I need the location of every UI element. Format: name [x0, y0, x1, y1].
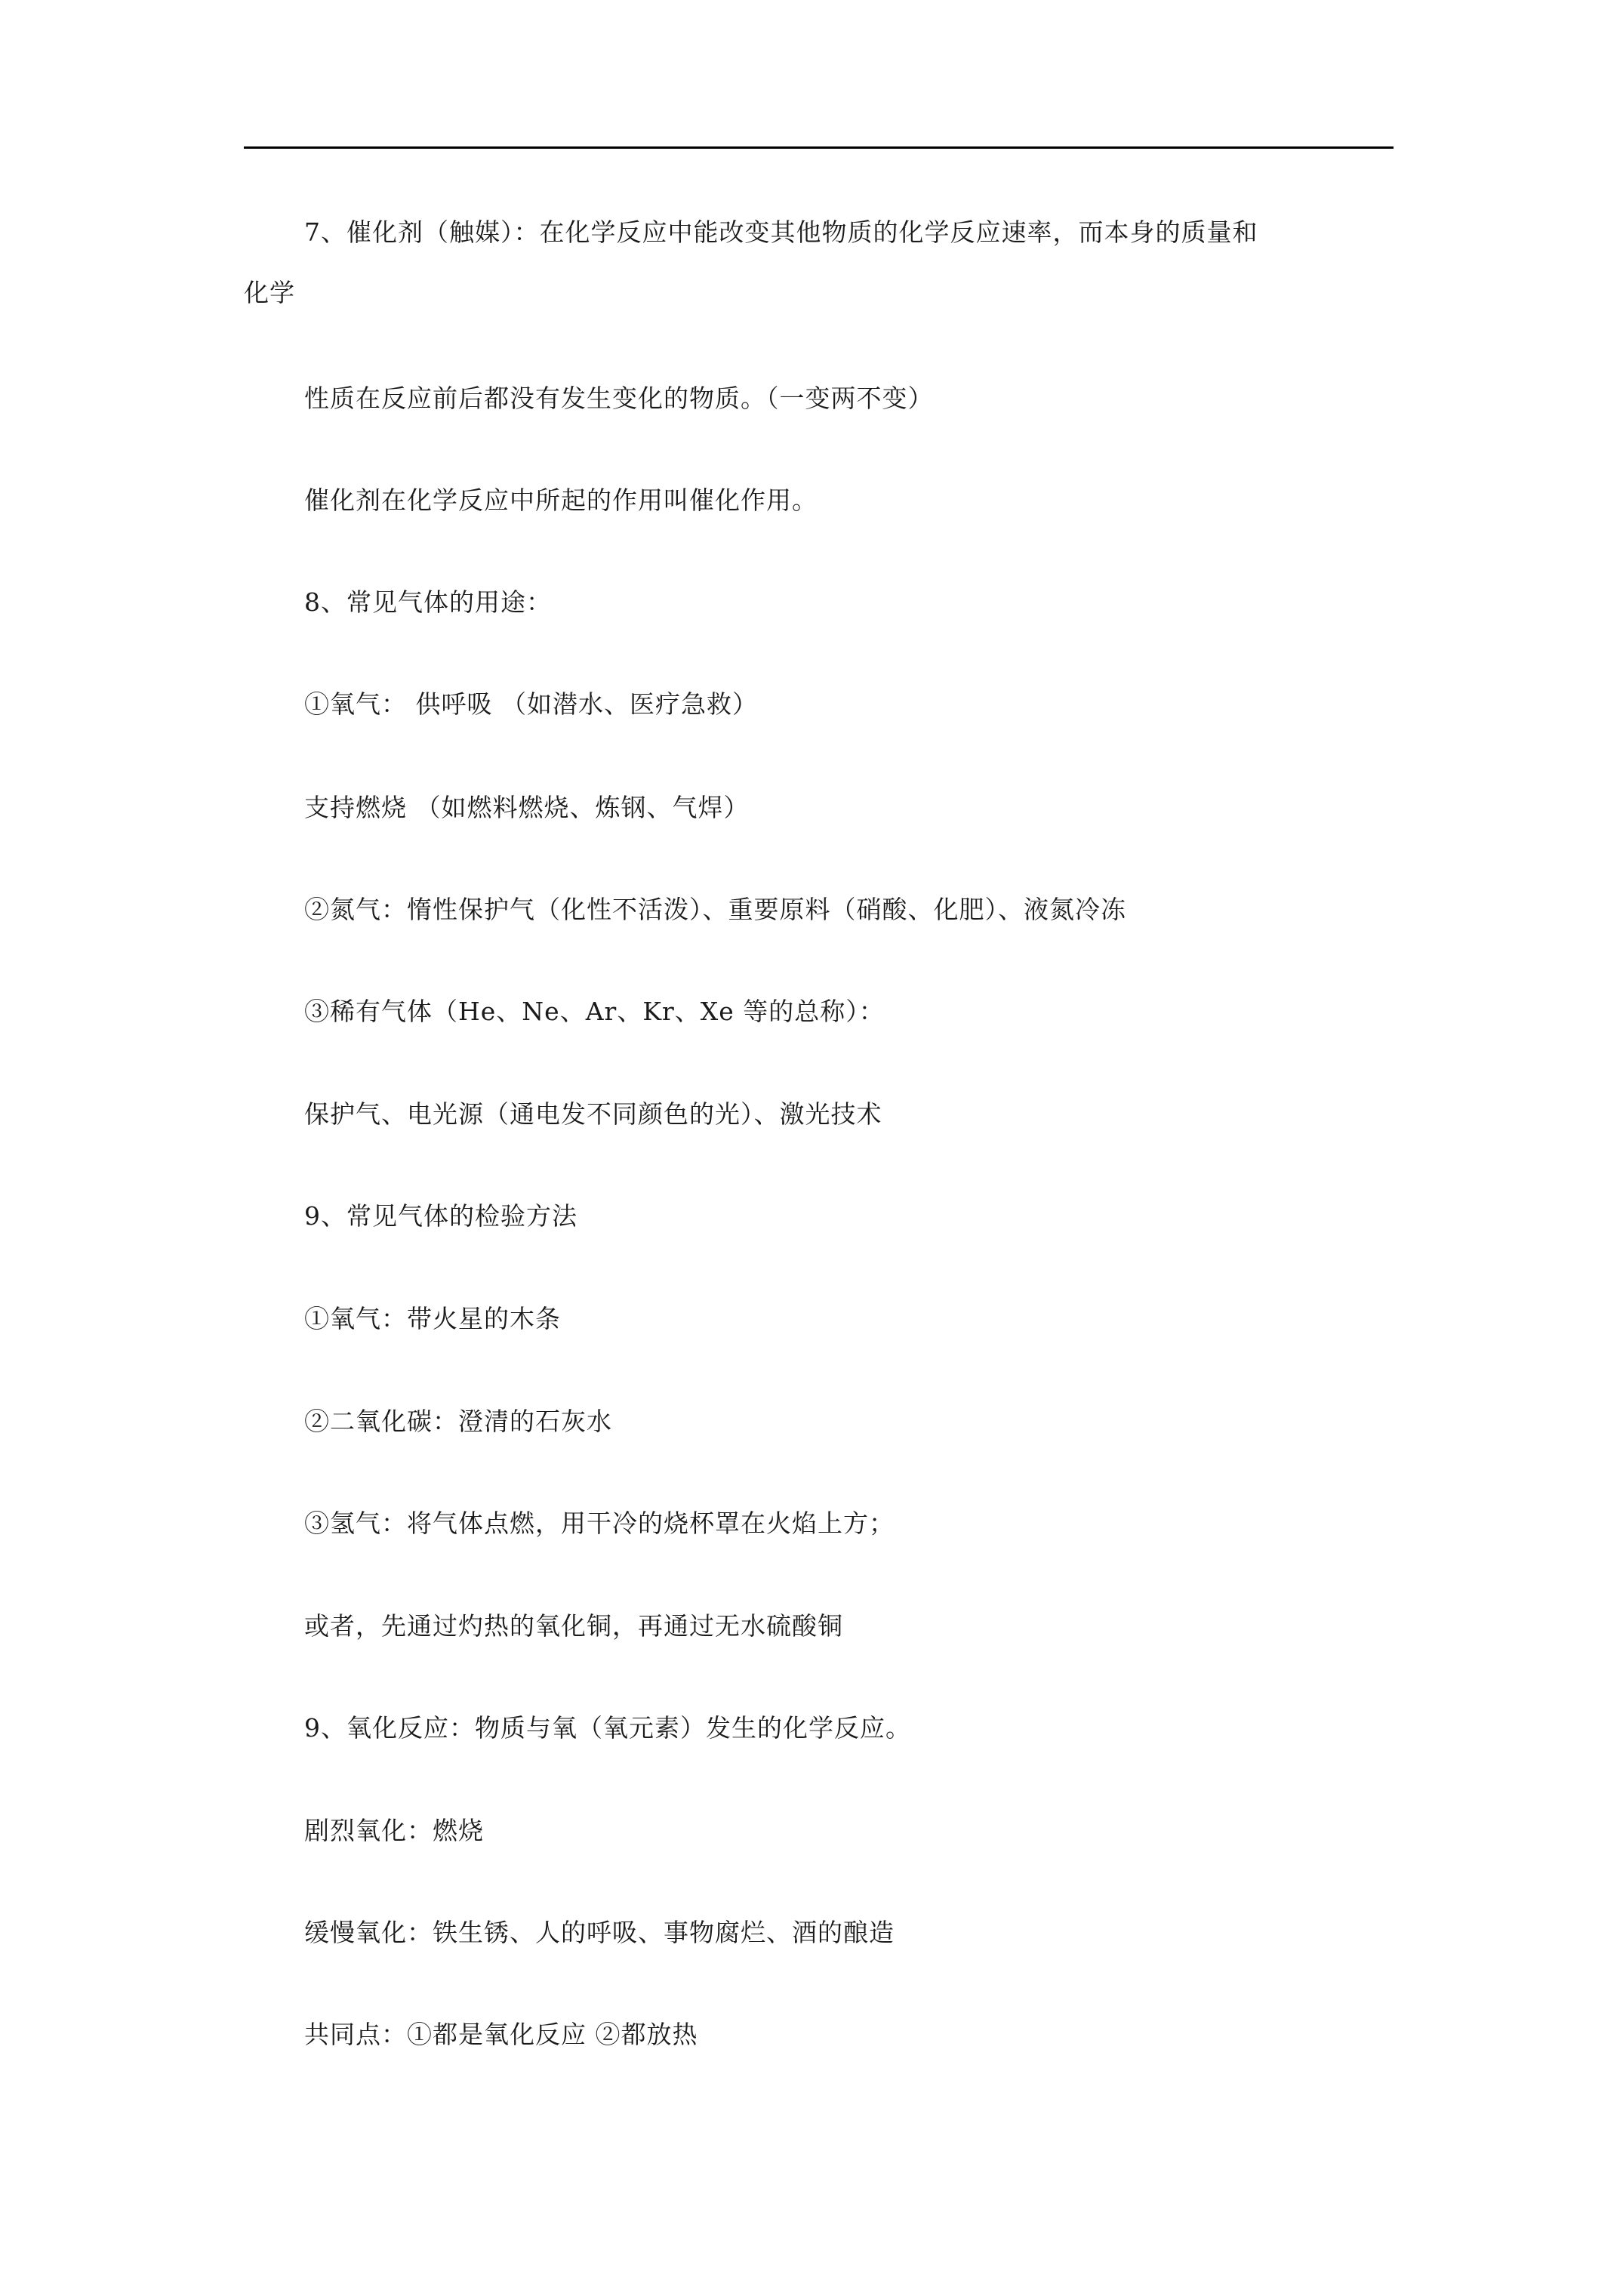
text-line-noble-gases: ③稀有气体（He、Ne、Ar、Kr、Xe 等的总称）： — [304, 997, 885, 1026]
text-line-noble-gas-uses: 保护气、电光源（通电发不同颜色的光）、激光技术 — [304, 1099, 882, 1129]
text-line-slow-oxidation: 缓慢氧化：铁生锈、人的呼吸、事物腐烂、酒的酿造 — [304, 1918, 895, 1947]
text-line-co2-test: ②二氧化碳：澄清的石灰水 — [304, 1407, 612, 1436]
text-line-oxygen-use-1: ①氧气： 供呼吸 （如潜水、医疗急救） — [304, 689, 758, 719]
text-line-hydrogen-test-1: ③氢气：将气体点燃，用干冷的烧杯罩在火焰上方； — [304, 1509, 895, 1538]
text-line-nitrogen-use: ②氮气：惰性保护气（化性不活泼）、重要原料（硝酸、化肥）、液氮冷冻 — [304, 895, 1126, 924]
text-line-rapid-oxidation: 剧烈氧化：燃烧 — [304, 1816, 484, 1845]
text-line-catalysis: 催化剂在化学反应中所起的作用叫催化作用。 — [304, 485, 818, 515]
text-line-common-points: 共同点：①都是氧化反应 ②都放热 — [304, 2020, 698, 2049]
text-line-hydrogen-test-2: 或者，先通过灼热的氧化铜，再通过无水硫酸铜 — [304, 1611, 843, 1641]
text-line-catalyst-definition: 7、催化剂（触媒）：在化学反应中能改变其他物质的化学反应速率，而本身的质量和 — [304, 217, 1258, 247]
section-heading-gas-tests: 9、常见气体的检验方法 — [304, 1201, 577, 1231]
text-line-oxygen-use-2: 支持燃烧 （如燃料燃烧、炼钢、气焊） — [304, 793, 750, 822]
text-line-catalyst-properties: 性质在反应前后都没有发生变化的物质。（一变两不变） — [304, 384, 934, 413]
text-line-oxygen-test: ①氧气：带火星的木条 — [304, 1304, 561, 1333]
section-heading-gas-uses: 8、常见气体的用途： — [304, 587, 552, 617]
section-heading-oxidation: 9、氧化反应：物质与氧（氧元素）发生的化学反应。 — [304, 1713, 911, 1743]
header-rule — [244, 146, 1394, 149]
text-line-catalyst-definition-wrap: 化学 — [244, 278, 295, 307]
